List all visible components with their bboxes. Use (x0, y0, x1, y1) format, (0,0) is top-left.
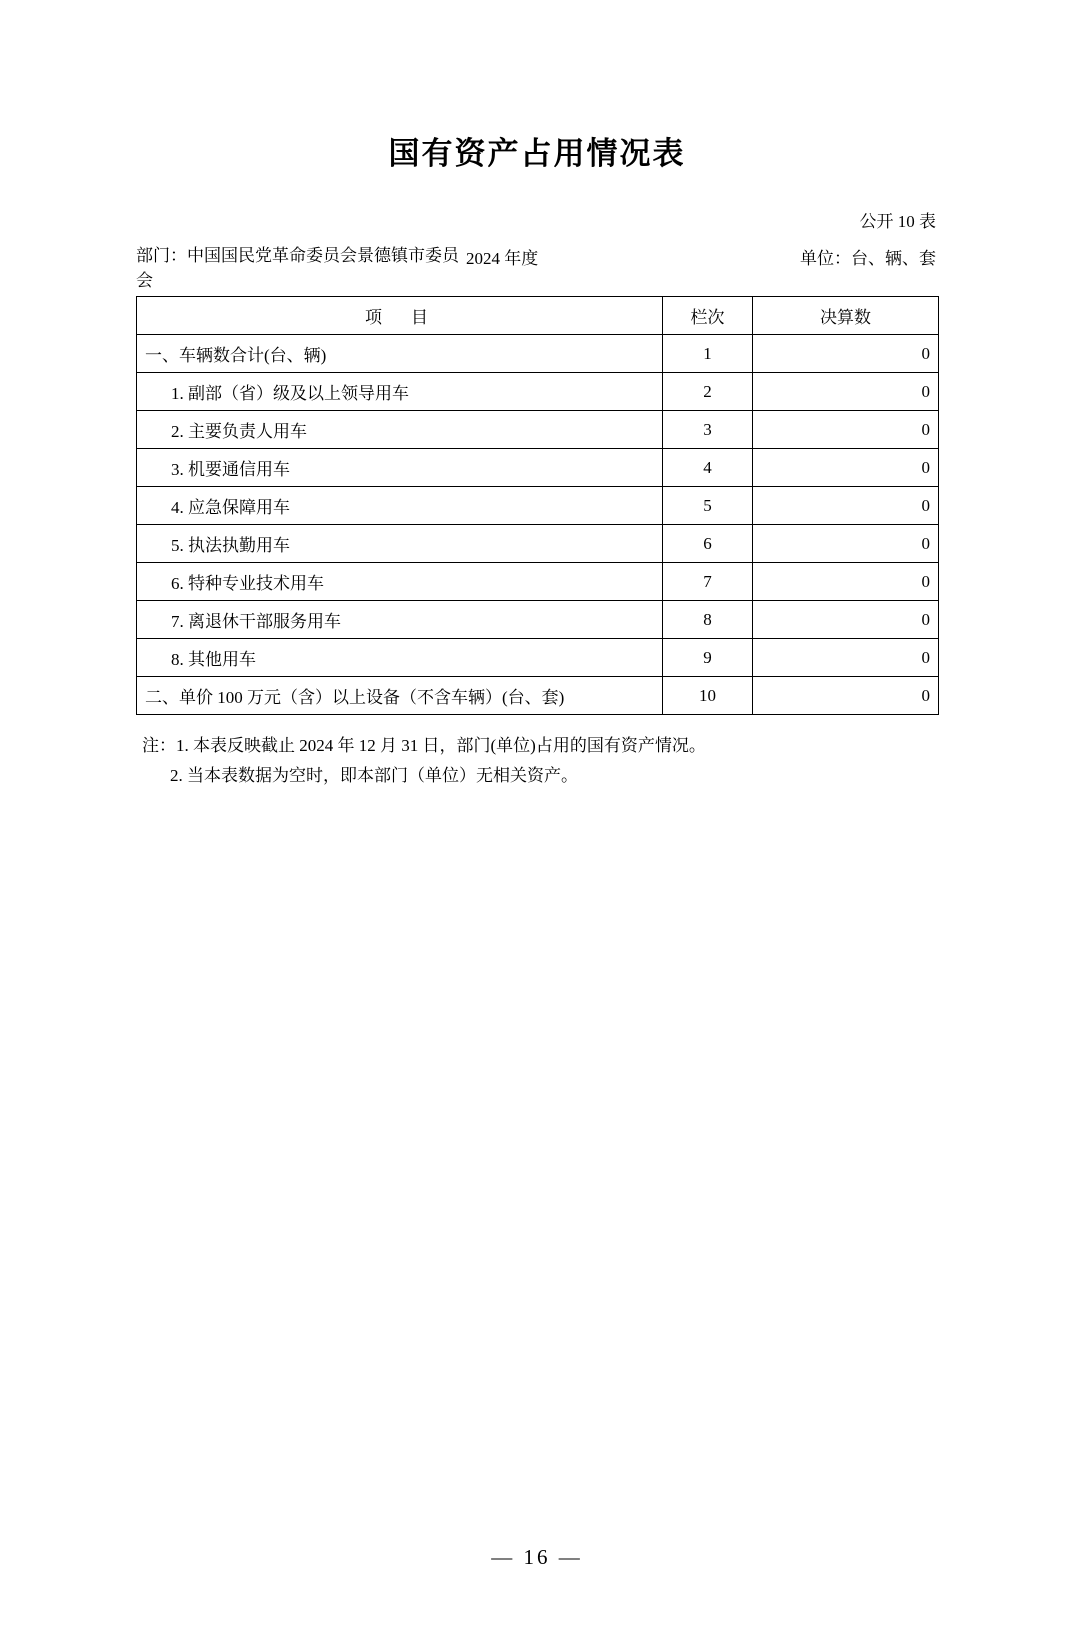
row-line-number: 2 (663, 373, 753, 411)
table-row (137, 487, 939, 525)
department-label: 部门：中国国民党革命委员会景德镇市委员会 (136, 246, 459, 290)
row-item-label: 3. 机要通信用车 (137, 449, 663, 487)
row-line-number: 5 (663, 487, 753, 525)
row-line-number: 8 (663, 601, 753, 639)
unit-label: 单位：台、辆、套 (800, 249, 936, 268)
row-final-amount: 0 (753, 601, 939, 639)
row-final-amount: 0 (753, 563, 939, 601)
page-number: — 16 — (491, 1545, 583, 1569)
document-page (0, 128, 1074, 1648)
row-line-number: 6 (663, 525, 753, 563)
column-header-item: 项 目 (137, 297, 663, 335)
row-item-label: 7. 离退休干部服务用车 (137, 601, 663, 639)
row-final-amount: 0 (753, 639, 939, 677)
table-meta (136, 244, 938, 292)
note-line-2: 2. 当本表数据为空时，即本部门（单位）无相关资产。 (170, 765, 578, 785)
row-item-label: 2. 主要负责人用车 (137, 411, 663, 449)
row-item-label: 8. 其他用车 (137, 639, 663, 677)
table-row (137, 411, 939, 449)
sheet-number: 公开 10 表 (859, 212, 936, 231)
row-item-label: 6. 特种专业技术用车 (137, 563, 663, 601)
table-row (137, 563, 939, 601)
table-row (137, 335, 939, 373)
table-row (137, 601, 939, 639)
column-header-value: 决算数 (753, 297, 939, 335)
row-item-label: 1. 副部（省）级及以上领导用车 (137, 373, 663, 411)
page-title: 国有资产占用情况表 (388, 136, 686, 172)
table-row (137, 677, 939, 715)
row-final-amount: 0 (753, 335, 939, 373)
row-final-amount: 0 (753, 677, 939, 715)
row-line-number: 10 (663, 677, 753, 715)
row-final-amount: 0 (753, 449, 939, 487)
state-assets-table (136, 296, 939, 715)
row-line-number: 1 (663, 335, 753, 373)
row-line-number: 7 (663, 563, 753, 601)
row-item-label: 二、单价 100 万元（含）以上设备（不含车辆）(台、套) (137, 677, 663, 715)
fiscal-year-label: 2024 年度 (466, 249, 539, 268)
row-line-number: 4 (663, 449, 753, 487)
row-final-amount: 0 (753, 487, 939, 525)
row-item-label: 5. 执法执勤用车 (137, 525, 663, 563)
table-row (137, 449, 939, 487)
row-line-number: 3 (663, 411, 753, 449)
column-header-line: 栏次 (663, 297, 753, 335)
table-header-row (137, 297, 939, 335)
table-row (137, 639, 939, 677)
row-item-label: 一、车辆数合计(台、辆) (137, 335, 663, 373)
table-notes (136, 731, 938, 791)
row-final-amount: 0 (753, 525, 939, 563)
row-final-amount: 0 (753, 373, 939, 411)
table-row (137, 373, 939, 411)
row-final-amount: 0 (753, 411, 939, 449)
table-row (137, 525, 939, 563)
row-line-number: 9 (663, 639, 753, 677)
row-item-label: 4. 应急保障用车 (137, 487, 663, 525)
note-line-1: 注：1. 本表反映截止 2024 年 12 月 31 日，部门(单位)占用的国有资产情况。 (142, 736, 706, 755)
